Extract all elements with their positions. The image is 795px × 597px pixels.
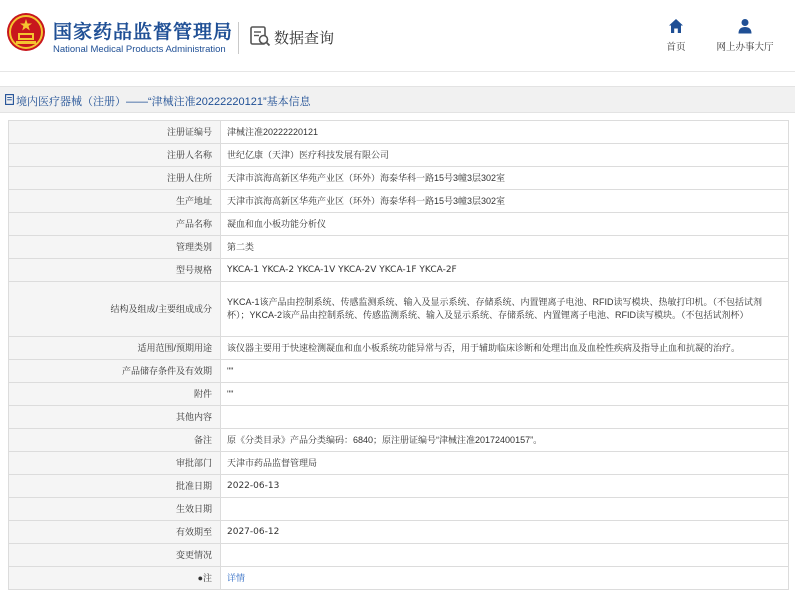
- home-icon: [668, 18, 684, 34]
- table-row: [9, 383, 789, 406]
- breadcrumb-text: 境内医疗器械（注册）——“津械注准20222220121”基本信息: [16, 96, 311, 108]
- table-row: [9, 213, 789, 236]
- field-label: 适用范围/预期用途: [9, 337, 221, 360]
- table-row: [9, 498, 789, 521]
- table-row: [9, 521, 789, 544]
- national-emblem-icon: [6, 12, 46, 52]
- header-divider: [238, 22, 239, 54]
- field-label: 生产地址: [9, 190, 221, 213]
- details-link[interactable]: 详情: [227, 572, 246, 583]
- field-value: 该仪器主要用于快速检测凝血和血小板系统功能异常与否，用于辅助临床诊断和处理出血及血栓性疾病及指导止血和抗凝的治疗。: [221, 337, 789, 360]
- nav-home-label: 首页: [666, 42, 686, 53]
- field-value: 世纪亿康（天津）医疗科技发展有限公司: [221, 144, 789, 167]
- table-row: [9, 337, 789, 360]
- brand-title-en[interactable]: National Medical Products Administration: [53, 44, 226, 55]
- field-label: 生效日期: [9, 498, 221, 521]
- field-label: 型号规格: [9, 259, 221, 282]
- nav-online-office-label: 网上办事大厅: [716, 42, 774, 53]
- field-label: 变更情况: [9, 544, 221, 567]
- table-row: [9, 259, 789, 282]
- field-value: 凝血和血小板功能分析仪: [221, 213, 789, 236]
- nav-home-link[interactable]: [646, 18, 706, 53]
- breadcrumb: [0, 86, 795, 113]
- field-value: 第二类: [221, 236, 789, 259]
- field-value: 天津市药品监督管理局: [221, 452, 789, 475]
- field-value: 天津市滨海高新区华苑产业区（环外）海泰华科一路15号3幢3层302室: [221, 190, 789, 213]
- table-row: [9, 475, 789, 498]
- field-label: 其他内容: [9, 406, 221, 429]
- table-row: [9, 544, 789, 567]
- field-label: 审批部门: [9, 452, 221, 475]
- field-value: 原《分类目录》产品分类编码：6840；原注册证编号“津械注准20172400157”。: [221, 429, 789, 452]
- table-row: [9, 406, 789, 429]
- user-icon: [737, 18, 753, 34]
- field-label: 备注: [9, 429, 221, 452]
- field-label: 注册人住所: [9, 167, 221, 190]
- field-value: "": [221, 360, 789, 383]
- field-label: 注册证编号: [9, 121, 221, 144]
- registration-info-table: [8, 120, 789, 590]
- field-value: 2027-06-12: [221, 521, 789, 544]
- field-label: 附件: [9, 383, 221, 406]
- table-row: [9, 236, 789, 259]
- field-value: 2022-06-13: [221, 475, 789, 498]
- data-query-icon: [249, 25, 271, 47]
- nav-online-office-link[interactable]: [712, 18, 778, 53]
- table-row: [9, 429, 789, 452]
- table-row: [9, 360, 789, 383]
- field-label: ●注: [9, 567, 221, 590]
- field-value: YKCA-1该产品由控制系统、传感监测系统、输入及显示系统、存储系统、内置锂离子电池、RFID读写模块、热敏打印机。（不包括试剂杯）；YKCA-2该产品由控制系统、传感监测系统、输入及显示系统、存储系统、内置锂离子电池、RFID读写模块。（不包括试剂杯）: [221, 282, 789, 337]
- field-label: 注册人名称: [9, 144, 221, 167]
- site-header: [0, 0, 795, 72]
- field-value: [221, 498, 789, 521]
- field-label: 批准日期: [9, 475, 221, 498]
- field-label: 产品名称: [9, 213, 221, 236]
- field-value: 津械注准20222220121: [221, 121, 789, 144]
- table-row: [9, 167, 789, 190]
- field-label: 结构及组成/主要组成成分: [9, 282, 221, 337]
- section-title: 数据查询: [274, 30, 335, 47]
- field-value: YKCA-1 YKCA-2 YKCA-1V YKCA-2V YKCA-1F YKCA-2F: [221, 259, 789, 282]
- table-row: [9, 567, 789, 590]
- field-value: 天津市滨海高新区华苑产业区（环外）海泰华科一路15号3幢3层302室: [221, 167, 789, 190]
- brand-title-cn[interactable]: 国家药品监督管理局: [53, 22, 234, 43]
- table-row: [9, 282, 789, 337]
- field-value: "": [221, 383, 789, 406]
- table-row: [9, 452, 789, 475]
- document-icon: [5, 94, 14, 105]
- field-value: [221, 406, 789, 429]
- table-row: [9, 190, 789, 213]
- field-label: 管理类别: [9, 236, 221, 259]
- field-label: 有效期至: [9, 521, 221, 544]
- table-row: [9, 121, 789, 144]
- field-value: [221, 544, 789, 567]
- field-label: 产品储存条件及有效期: [9, 360, 221, 383]
- table-row: [9, 144, 789, 167]
